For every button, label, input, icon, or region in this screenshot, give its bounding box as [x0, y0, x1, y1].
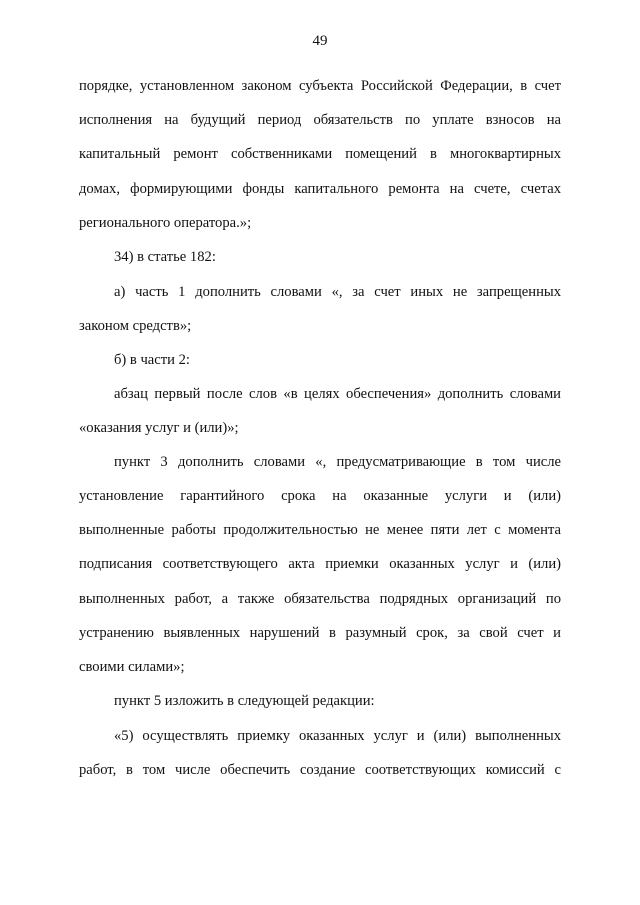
text-line: пункт 3 дополнить словами «, предусматривающие в том числе: [114, 454, 561, 470]
text-line: регионального оператора.»;: [79, 215, 252, 231]
text-line: своими силами»;: [79, 659, 185, 675]
text-line: домах, формирующими фонды капитального ремонта на счете, счетах: [79, 181, 561, 197]
text-line: порядке, установленном законом субъекта Российской Федерации, в счет: [79, 78, 561, 94]
text-line: б) в части 2:: [114, 352, 190, 368]
text-line: выполненные работы продолжительностью не менее пяти лет с момента: [79, 522, 561, 538]
text-line: абзац первый после слов «в целях обеспечения» дополнить словами: [114, 386, 561, 402]
text-line: а) часть 1 дополнить словами «, за счет иных не запрещенных: [114, 284, 561, 300]
page-number: 49: [312, 33, 328, 49]
text-line: подписания соответствующего акта приемки оказанных услуг и (или): [79, 556, 561, 572]
text-line: «5) осуществлять приемку оказанных услуг и (или) выполненных: [114, 728, 561, 744]
text-line: капитальный ремонт собственниками помещений в многоквартирных: [79, 146, 561, 162]
text-line: 34) в статье 182:: [114, 249, 216, 265]
text-line: пункт 5 изложить в следующей редакции:: [114, 693, 375, 709]
text-line: законом средств»;: [79, 318, 192, 334]
text-line: исполнения на будущий период обязательств по уплате взносов на: [79, 112, 561, 128]
text-line: установление гарантийного срока на оказанные услуги и (или): [79, 488, 561, 504]
text-line: устранению выявленных нарушений в разумный срок, за свой счет и: [79, 625, 561, 641]
text-line: работ, в том числе обеспечить создание соответствующих комиссий с: [79, 762, 561, 778]
text-line: выполненных работ, а также обязательства подрядных организаций по: [79, 591, 561, 607]
text-line: «оказания услуг и (или)»;: [79, 420, 239, 436]
